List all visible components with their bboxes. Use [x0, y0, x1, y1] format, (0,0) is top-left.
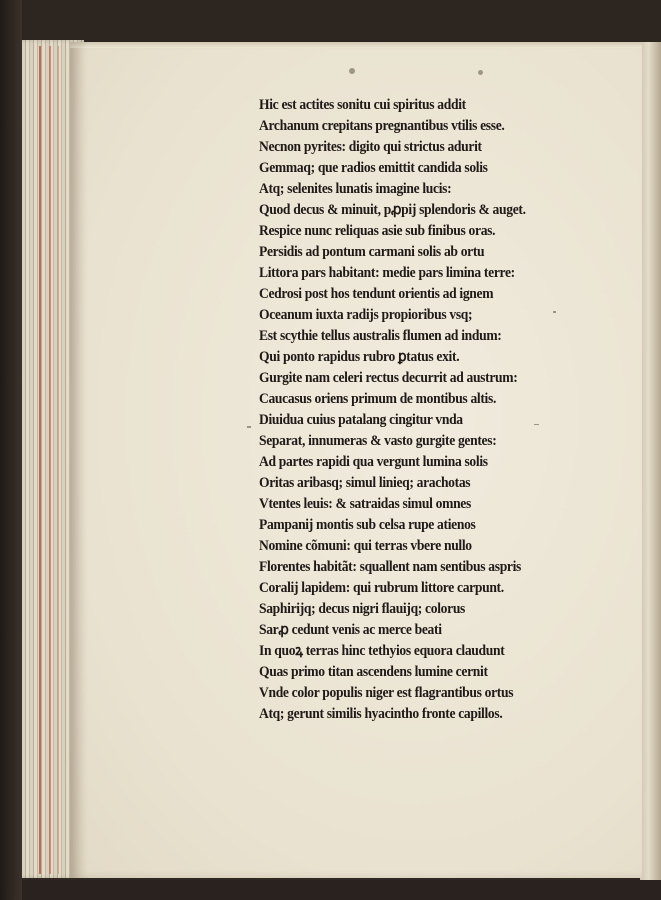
verse-line: Nomine cõmuni: qui terras vbere nullo [259, 538, 472, 554]
verse-line: Littora pars habitant: medie pars limina terre: [259, 265, 515, 281]
background-top [0, 0, 661, 44]
verse-line: Ad partes rapidi qua vergunt lumina solis [259, 454, 488, 470]
verse-line: Sarꝓ cedunt venis ac merce beati [259, 622, 442, 638]
verse-text-block [259, 95, 599, 725]
verse-line: Caucasus oriens primum de montibus altis. [259, 391, 497, 407]
ink-spot [478, 70, 483, 75]
verse-line: Cedrosi post hos tendunt orientis ad ignem [259, 286, 494, 302]
verse-line: Oceanum iuxta radijs propioribus vsq; [259, 307, 473, 323]
verse-line: Persidis ad pontum carmani solis ab ortu [259, 244, 485, 260]
verse-line: Separat, innumeras & vasto gurgite gentes: [259, 433, 497, 449]
page-top-edge [70, 42, 642, 48]
verse-line: Est scythie tellus australis flumen ad indum: [259, 328, 502, 344]
verse-line: Gurgite nam celeri rectus decurrit ad austrum: [259, 370, 518, 386]
verse-line: Coralij lapidem: qui rubrum littore carpunt. [259, 580, 504, 596]
verse-line: Florentes habitãt: squallent nam sentibus aspris [259, 559, 522, 575]
verse-line: Diuidua cuius patalang cingitur vnda [259, 412, 463, 428]
verse-line: Quas primo titan ascendens lumine cernit [259, 664, 488, 680]
verse-line: Atq; selenites lunatis imagine lucis: [259, 181, 452, 197]
gutter-shadow [70, 42, 88, 878]
verse-line: Hic est actites sonitu cui spiritus addit [259, 97, 466, 113]
verse-line: Qui ponto rapidus rubro ꝑtatus exit. [259, 349, 460, 365]
verse-line: Necnon pyrites: digito qui strictus adurit [259, 139, 482, 155]
verse-line: Oritas aribasq; simul linieq; arachotas [259, 475, 471, 491]
verse-line: Respice nunc reliquas asie sub finibus oras. [259, 223, 496, 239]
verse-line: Vtentes leuis: & satraidas simul omnes [259, 496, 471, 512]
verse-line: Archanum crepitans pregnantibus vtilis esse. [259, 118, 505, 134]
verse-line: Vnde color populis niger est flagrantibus ortus [259, 685, 514, 701]
margin-mark [247, 426, 251, 428]
red-edge-line [49, 46, 51, 874]
red-edge-line [39, 46, 41, 874]
verse-line: Gemmaq; que radios emittit candida solis [259, 160, 488, 176]
background-bottom [0, 880, 661, 900]
verse-line: In quoꝝ terras hinc tethyios equora claudunt [259, 643, 505, 659]
verse-line: Atq; gerunt similis hyacintho fronte capillos. [259, 706, 503, 722]
verse-line: Quod decus & minuit, pꝓpij splendoris & auget. [259, 202, 526, 218]
verse-line: Saphirijq; decus nigri flauijq; colorus [259, 601, 465, 617]
binding-shadow [0, 0, 22, 900]
verse-line: Pampanij montis sub celsa rupe atienos [259, 517, 476, 533]
red-edge-line [58, 46, 59, 874]
page-edge-right [640, 42, 661, 880]
ink-spot [349, 68, 355, 74]
